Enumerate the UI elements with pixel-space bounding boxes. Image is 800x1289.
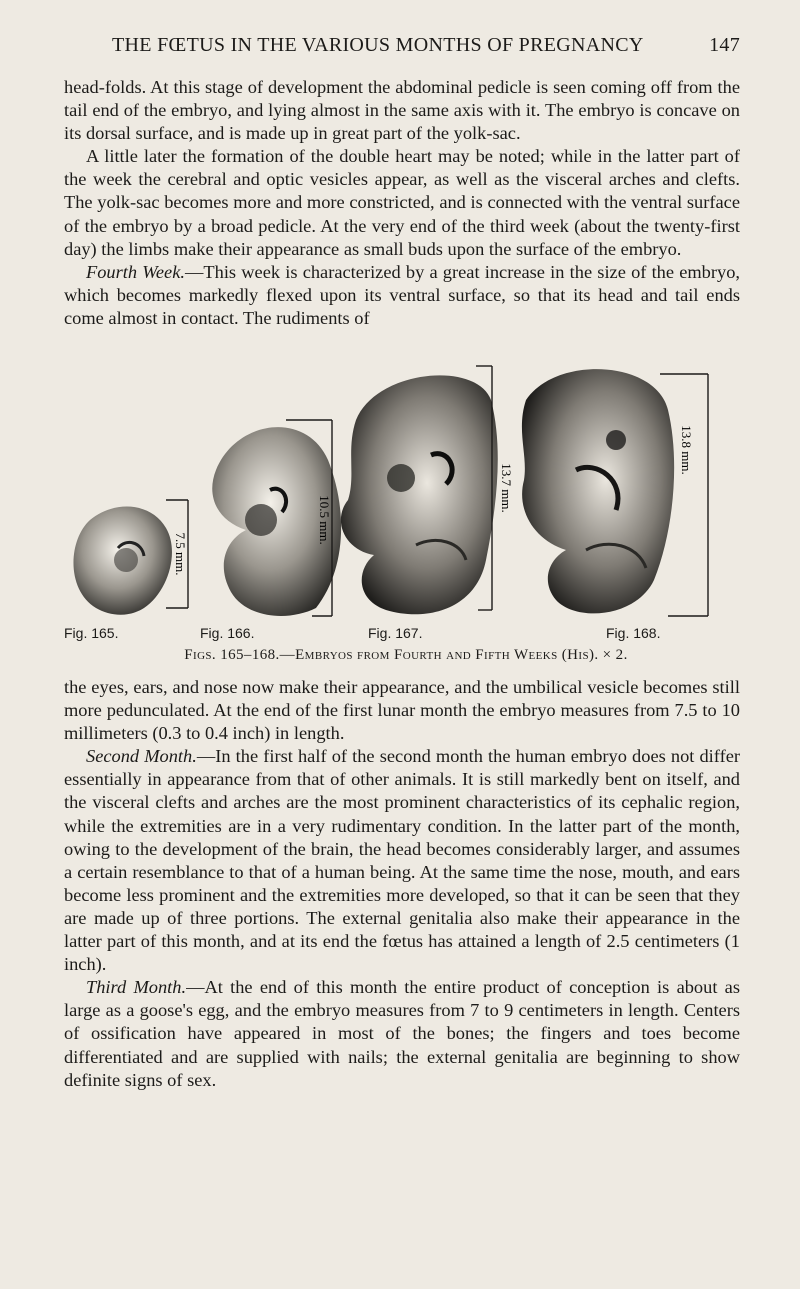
paragraph-5-heading: Second Month. xyxy=(86,746,197,767)
paragraph-1: head-folds. At this stage of development the abdominal pedicle is seen coming off from the tail end of the embryo, and lying almost in the same axis with it. The embryo is concave on its dorsal surface, and is made up in great part of the yolk-sac. xyxy=(64,77,740,144)
running-head-title: THE FŒTUS IN THE VARIOUS MONTHS OF PREGNANCY xyxy=(112,34,644,56)
paragraph-6-heading: Third Month. xyxy=(86,977,187,998)
paragraph-4: the eyes, ears, and nose now make their appearance, and the umbilical vesicle becomes still more pedunculated. At the end of the first lunar month the embryo measures from 7.5 to 10 millimeters (0.3 to 0.4 inch) in length. xyxy=(64,677,740,744)
fig-label-166: Fig. 166. xyxy=(200,625,255,641)
paragraph-3-text: —This week is characterized by a great increase in the size of the embryo, which becomes markedly flexed upon its ventral surface, so that its head and tail ends come almost in contact. The rudiments of xyxy=(64,261,740,328)
embryo-illustrations xyxy=(56,360,746,620)
measure-label-166: 10.5 mm. xyxy=(317,495,332,545)
paragraph-6-text: —At the end of this month the entire product of conception is about as large as a goose's egg, and the embryo measures from 7 to 9 centimeters in length. Centers of ossification have appeared in most of the bones; the fingers and toes become differentiated and are supplied with nails; the external genitalia are beginning to show definite signs of sex. xyxy=(64,977,740,1090)
measure-label-167: 13.7 mm. xyxy=(499,463,514,513)
measure-label-165: 7.5 mm. xyxy=(173,532,188,576)
text-block-bottom xyxy=(64,676,740,1092)
page-number: 147 xyxy=(709,34,740,56)
figure-caption: Figs. 165–168.—Embryos from Fourth and Fifth Weeks (His). × 2. xyxy=(184,647,628,663)
measure-label-168: 13.8 mm. xyxy=(679,425,694,475)
paragraph-5-text: —In the first half of the second month the human embryo does not differ essentially in appearance from that of other animals. It is still markedly bent on itself, and the visceral clefts and arches are the most prominent characteristics of its cephalic region, while the extremities are in a very rudimentary condition. In the latter part of the month, owing to the development of the brain, the head becomes considerably larger, and assumes a certain resemblance to that of a human being. At the same time the nose, mouth, and ears become less prominent and the extremities more developed, so that it can be seen that they are made up of three portions. The external genitalia also make their appearance in the latter part of this month, and at its end the fœtus has attained a length of 2.5 centimeters (1 inch). xyxy=(64,746,740,975)
paragraph-2: A little later the formation of the double heart may be noted; while in the latter part of the week the cerebral and optic vesicles appear, as well as the visceral arches and clefts. The yolk-sac becomes more and more constricted, and is connected with the ventral surface of the embryo by a broad pedicle. At the very end of the third week (about the twenty-first day) the limbs make their appearance as small buds upon the surface of the embryo. xyxy=(64,146,740,259)
paragraph-6 xyxy=(64,976,740,1091)
fig-label-168: Fig. 168. xyxy=(606,625,661,641)
paragraph-3 xyxy=(64,261,740,330)
paragraph-5 xyxy=(64,745,740,976)
paragraph-3-heading: Fourth Week. xyxy=(86,261,185,282)
embryo-figure xyxy=(56,360,746,670)
embryo-167 xyxy=(341,375,498,614)
text-block-top xyxy=(64,76,740,330)
fig-label-167: Fig. 167. xyxy=(368,625,423,641)
embryo-168 xyxy=(522,369,674,613)
embryo-165 xyxy=(73,507,171,615)
fig-label-165: Fig. 165. xyxy=(64,625,119,641)
